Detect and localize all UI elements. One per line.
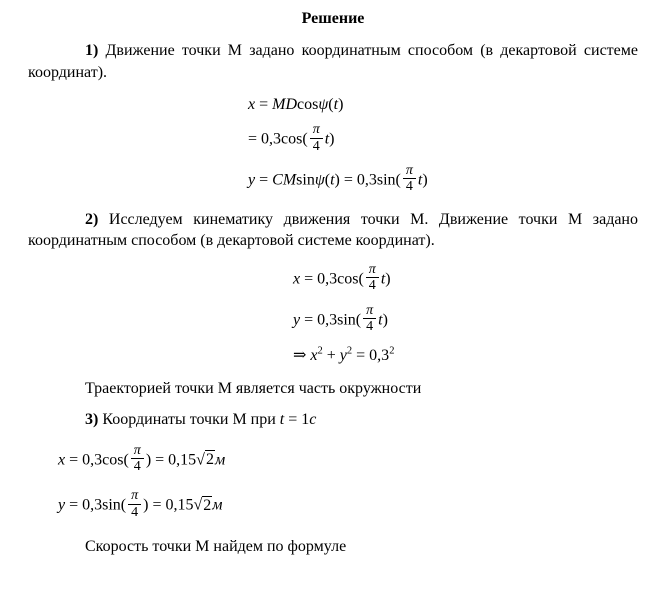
- math-variable: t: [279, 411, 285, 429]
- math-variable: y: [248, 171, 256, 189]
- fraction: $\frac{\pi}{4}$: [310, 122, 323, 154]
- equation-x-value: [248, 124, 638, 156]
- paragraph-2: [28, 209, 638, 252]
- equation-block-1: [248, 95, 638, 197]
- math-variable: t: [324, 130, 330, 148]
- math-variable: м: [212, 497, 223, 515]
- math-variable: y: [293, 311, 301, 329]
- sqrt-radicand: 2: [203, 497, 212, 515]
- paragraph-2-number: 2): [85, 210, 99, 228]
- sqrt-symbol: √: [196, 451, 205, 469]
- math-variable: м: [214, 451, 226, 469]
- math-variable: t: [380, 270, 386, 288]
- equation-x-at-t1: [58, 442, 638, 477]
- math-text: ⇒: [293, 346, 311, 364]
- math-text: ): [338, 96, 344, 114]
- math-text: ): [329, 130, 335, 148]
- equation-y-definition: [248, 162, 638, 197]
- math-variable: ψ: [318, 96, 329, 114]
- fraction: $\frac{\pi}{4}$: [131, 443, 144, 475]
- math-text: (: [328, 96, 334, 114]
- math-variable: y: [339, 346, 347, 364]
- math-variable: x: [310, 346, 318, 364]
- math-text: = 0,3sin(: [300, 311, 362, 329]
- math-text: (: [324, 171, 331, 189]
- paragraph-1-number: 1): [85, 42, 99, 59]
- math-text: ) = 0,15: [145, 451, 197, 469]
- sqrt-symbol: √: [193, 497, 203, 515]
- math-text: ): [385, 270, 391, 288]
- math-variable: x: [248, 96, 256, 114]
- math-text: = 0,3cos(: [248, 130, 308, 148]
- math-text: ): [422, 171, 428, 189]
- math-text: =: [255, 96, 273, 114]
- math-text: ) = 0,3sin(: [334, 171, 401, 189]
- math-text: = 0,3sin(: [65, 497, 127, 515]
- math-text: = 0,3cos(: [65, 451, 129, 469]
- page-title: Решение: [301, 10, 365, 27]
- equation-y-coordinate: [293, 302, 638, 337]
- superscript: 2: [389, 345, 395, 357]
- math-variable: c: [309, 411, 317, 429]
- math-text: cos: [297, 96, 319, 114]
- math-variable: t: [330, 171, 335, 189]
- superscript: 2: [346, 345, 353, 357]
- math-variable: t: [378, 311, 383, 329]
- math-text: sin: [296, 171, 315, 189]
- math-variable: x: [293, 270, 301, 288]
- equation-circle: [293, 346, 638, 366]
- math-text: =: [255, 171, 273, 189]
- math-text: +: [322, 346, 340, 364]
- math-text: ) = 0,15: [143, 497, 194, 515]
- inline-time-condition: [280, 411, 317, 428]
- math-text: = 0,3cos(: [300, 270, 364, 288]
- fraction: $\frac{\pi}{4}$: [363, 303, 376, 335]
- velocity-note: Скорость точки М найдем по формуле: [85, 538, 347, 556]
- paragraph-1-text: Движение точки М задано координатным способом (в декартовой системе координат).: [28, 42, 638, 81]
- sqrt-radicand: 2: [205, 451, 214, 469]
- math-variable: x: [58, 451, 66, 469]
- math-variable: y: [58, 497, 66, 515]
- trajectory-note: Траекторией точки М является часть окружности: [85, 379, 422, 397]
- math-text: = 0,3: [352, 346, 390, 364]
- math-variable: CM: [272, 171, 297, 189]
- equation-block-2: [293, 261, 638, 366]
- paragraph-3-number: 3): [85, 411, 99, 429]
- fraction: $\frac{\pi}{4}$: [128, 488, 141, 520]
- equation-block-3: [58, 442, 638, 523]
- math-variable: t: [333, 96, 339, 114]
- equation-y-at-t1: [58, 490, 638, 522]
- equation-x-definition: [248, 95, 638, 115]
- superscript: 2: [317, 345, 323, 357]
- equation-x-coordinate: [293, 261, 638, 296]
- paragraph-1: [28, 40, 638, 83]
- fraction: $\frac{\pi}{4}$: [366, 262, 379, 294]
- paragraph-2-text: Исследуем кинематику движения точки М. Движение точки М задано координатным способом (в декартовой системе координат).: [28, 210, 638, 250]
- math-variable: t: [417, 171, 423, 189]
- math-text: = 1: [284, 411, 310, 429]
- math-text: ): [382, 311, 388, 329]
- fraction: $\frac{\pi}{4}$: [403, 163, 416, 195]
- paragraph-3: [28, 409, 638, 431]
- math-variable: MD: [272, 96, 298, 114]
- math-variable: ψ: [314, 171, 325, 189]
- paragraph-3-text: Координаты точки М при: [98, 411, 280, 429]
